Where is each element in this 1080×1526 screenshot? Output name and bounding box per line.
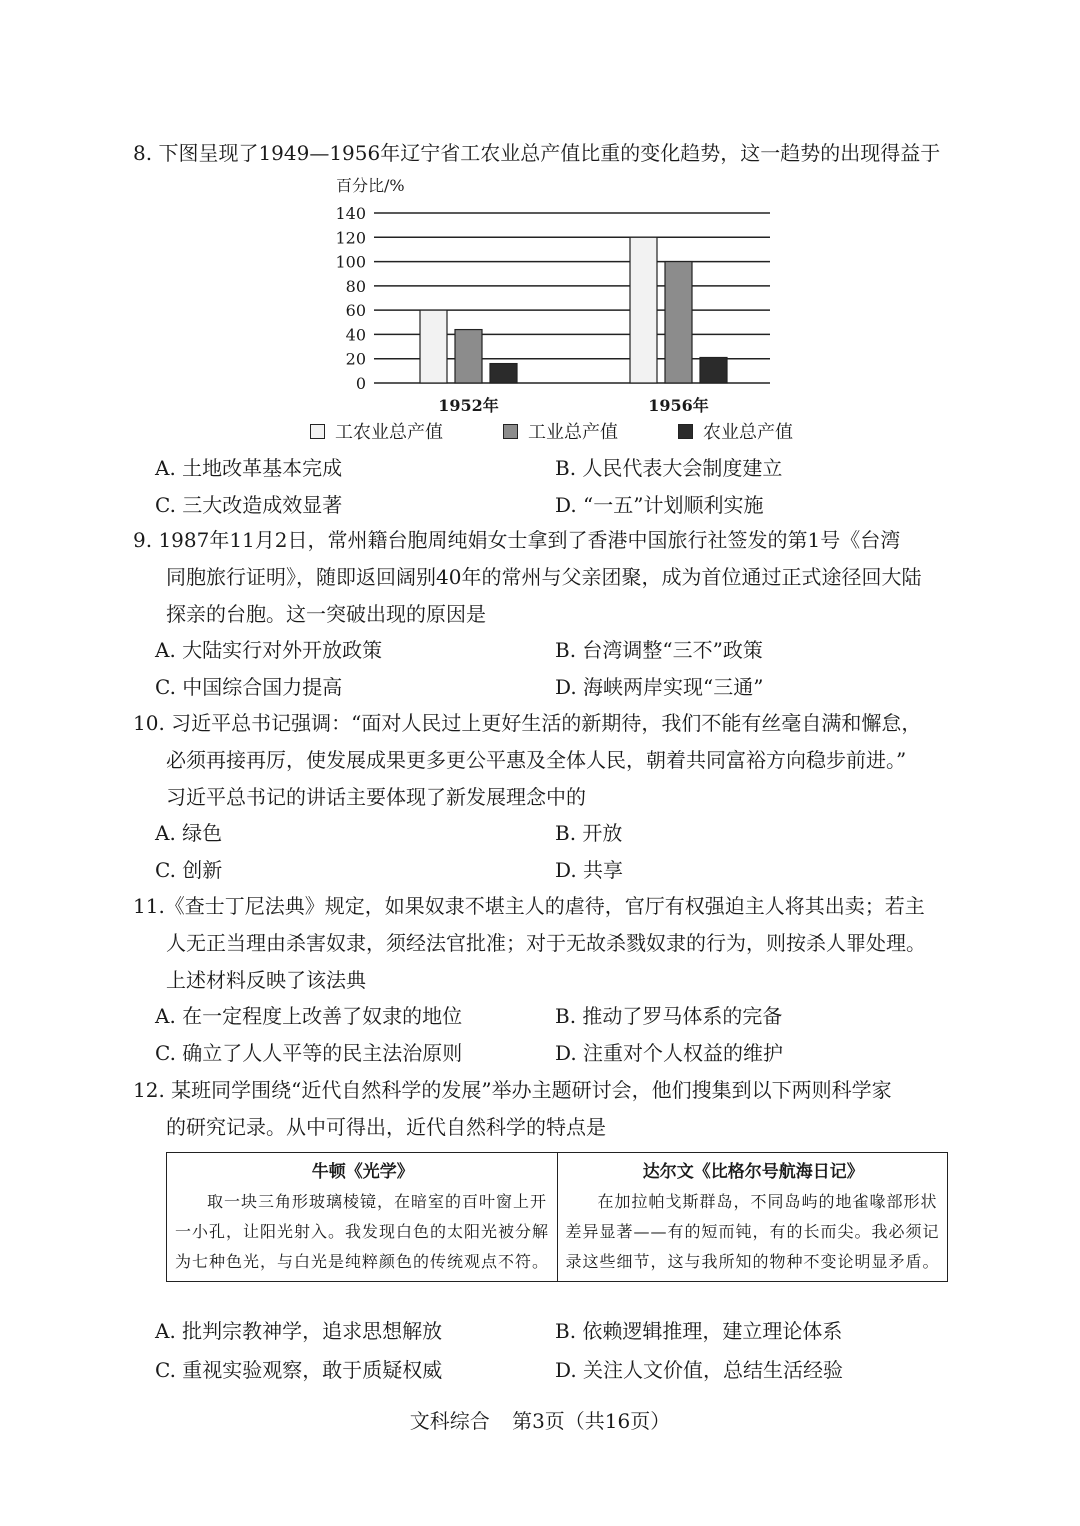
bar-2-2: [665, 262, 692, 383]
q12-option-a[interactable]: A. 批判宗教神学，追求思想解放: [155, 1319, 443, 1343]
q12-option-c[interactable]: C. 重视实验观察，敢于质疑权威: [155, 1358, 443, 1382]
q9-option-a[interactable]: A. 大陆实行对外开放政策: [155, 638, 383, 662]
question-9-options: [155, 632, 955, 706]
q9-option-b[interactable]: B. 台湾调整“三不”政策: [555, 638, 763, 662]
y-tick-label: 80: [345, 276, 366, 296]
legend-swatch-agriculture: [678, 424, 693, 439]
q12-option-d[interactable]: D. 关注人文价值，总结生活经验: [555, 1358, 844, 1382]
q12-option-b[interactable]: B. 依赖逻辑推理，建立理论体系: [555, 1319, 843, 1343]
darwin-title: 达尔文《比格尔号航海日记》: [642, 1162, 864, 1182]
darwin-cell: [557, 1153, 948, 1282]
q11-line-1: 11.《查士丁尼法典》规定，如果奴隶不堪主人的虐待，官厅有权强迫主人将其出卖；若主: [133, 894, 925, 918]
q8-option-c[interactable]: C. 三大改造成效显著: [155, 493, 343, 517]
legend-item-agriculture: [678, 418, 793, 444]
q10-line-1: 10. 习近平总书记强调：“面对人民过上更好生活的新期待，我们不能有丝毫自满和懈怠，: [133, 711, 922, 735]
q10-line-3: 习近平总书记的讲话主要体现了新发展理念中的: [166, 785, 586, 809]
question-11-options: [155, 998, 955, 1072]
q9-option-c[interactable]: C. 中国综合国力提高: [155, 675, 343, 699]
q9-line-1: 9. 1987年11月2日，常州籍台胞周纯娟女士拿到了香港中国旅行社签发的第1号《台湾: [133, 528, 901, 552]
q11-option-d[interactable]: D. 注重对个人权益的维护: [555, 1041, 784, 1065]
question-10-options: [155, 815, 955, 889]
y-tick-label: 60: [345, 301, 366, 321]
legend-item-total: [310, 418, 443, 444]
q8-option-a[interactable]: A. 土地改革基本完成: [155, 456, 343, 480]
x-tick-label: 1956年: [648, 396, 709, 415]
page-footer: [0, 1405, 1080, 1434]
bar-1-1: [420, 310, 447, 383]
y-tick-label: 140: [335, 204, 366, 223]
darwin-record: 在加拉帕戈斯群岛，不同岛屿的地雀喙部形状差异显著——有的短而钝，有的长而尖。我必须记录这些细节，这与我所知的物种不变论明显矛盾。: [565, 1192, 940, 1271]
y-tick-label: 40: [345, 325, 366, 345]
legend-item-industry: [503, 418, 618, 444]
q11-option-c[interactable]: C. 确立了人人平等的民主法治原则: [155, 1041, 463, 1065]
q9-line-2: 同胞旅行证明》，随即返回阔别40年的常州与父亲团聚，成为首位通过正式途径回大陆: [166, 565, 922, 589]
footer-subject: 文科综合: [409, 1409, 490, 1433]
q10-option-b[interactable]: B. 开放: [555, 821, 623, 845]
q10-option-a[interactable]: A. 绿色: [155, 821, 223, 845]
legend-swatch-total: [310, 424, 325, 439]
q10-line-2: 必须再接再厉，使发展成果更多更公平惠及全体人民，朝着共同富裕方向稳步前进。”: [166, 748, 907, 772]
legend-label-total: 工农业总产值: [335, 422, 443, 443]
question-11: [133, 888, 953, 999]
q11-option-a[interactable]: A. 在一定程度上改善了奴隶的地位: [155, 1004, 463, 1028]
q12-line-1: 12. 某班同学围绕“近代自然科学的发展”举办主题研讨会，他们搜集到以下两则科学家: [133, 1078, 892, 1102]
question-8-stem: 8. 下图呈现了1949—1956年辽宁省工农业总产值比重的变化趋势，这一趋势的出现得益于: [133, 141, 941, 165]
q8-option-d[interactable]: D. “一五”计划顺利实施: [555, 493, 764, 517]
footer-page-number: 第3页（共16页）: [512, 1409, 671, 1433]
legend-label-industry: 工业总产值: [528, 422, 618, 443]
x-tick-label: 1952年: [438, 396, 499, 415]
q11-option-b[interactable]: B. 推动了罗马体系的完备: [555, 1004, 783, 1028]
q8-option-b[interactable]: B. 人民代表大会制度建立: [555, 456, 783, 480]
q9-line-3: 探亲的台胞。这一突破出现的原因是: [166, 602, 486, 626]
question-12: [133, 1072, 953, 1146]
q9-option-d[interactable]: D. 海峡两岸实现“三通”: [555, 675, 764, 699]
legend-label-agriculture: 农业总产值: [703, 422, 793, 443]
bar-1-3: [490, 364, 517, 383]
question-9: [133, 522, 953, 633]
chart-legend: [310, 418, 853, 444]
question-12-options: [155, 1312, 955, 1390]
newton-title: 牛顿《光学》: [311, 1162, 414, 1182]
q10-option-d[interactable]: D. 共享: [555, 858, 624, 882]
chart-y-axis-label: 百分比/%: [336, 176, 405, 195]
q12-line-2: 的研究记录。从中可得出，近代自然科学的特点是: [166, 1115, 606, 1139]
question-8: [133, 135, 953, 172]
scientist-records-table: [166, 1152, 948, 1282]
question-10: [133, 705, 953, 816]
q10-option-c[interactable]: C. 创新: [155, 858, 223, 882]
newton-record: 取一块三角形玻璃棱镜，在暗室的百叶窗上开一小孔，让阳光射入。我发现白色的太阳光被分解为七种色光，与白光是纯粹颜色的传统观点不符。: [175, 1192, 550, 1271]
bar-1-2: [455, 330, 482, 383]
legend-swatch-industry: [503, 424, 518, 439]
y-tick-label: 120: [335, 228, 366, 248]
newton-cell: [167, 1153, 558, 1282]
y-tick-label: 100: [335, 252, 366, 272]
bar-2-1: [630, 237, 657, 383]
y-tick-label: 20: [345, 349, 366, 369]
q11-line-2: 人无正当理由杀害奴隶，须经法官批准；对于无故杀戮奴隶的行为，则按杀人罪处理。: [166, 931, 926, 955]
bar-2-3: [700, 358, 727, 384]
question-8-options: [155, 450, 955, 524]
y-tick-label: 0: [355, 374, 366, 393]
q11-line-3: 上述材料反映了该法典: [166, 968, 366, 992]
